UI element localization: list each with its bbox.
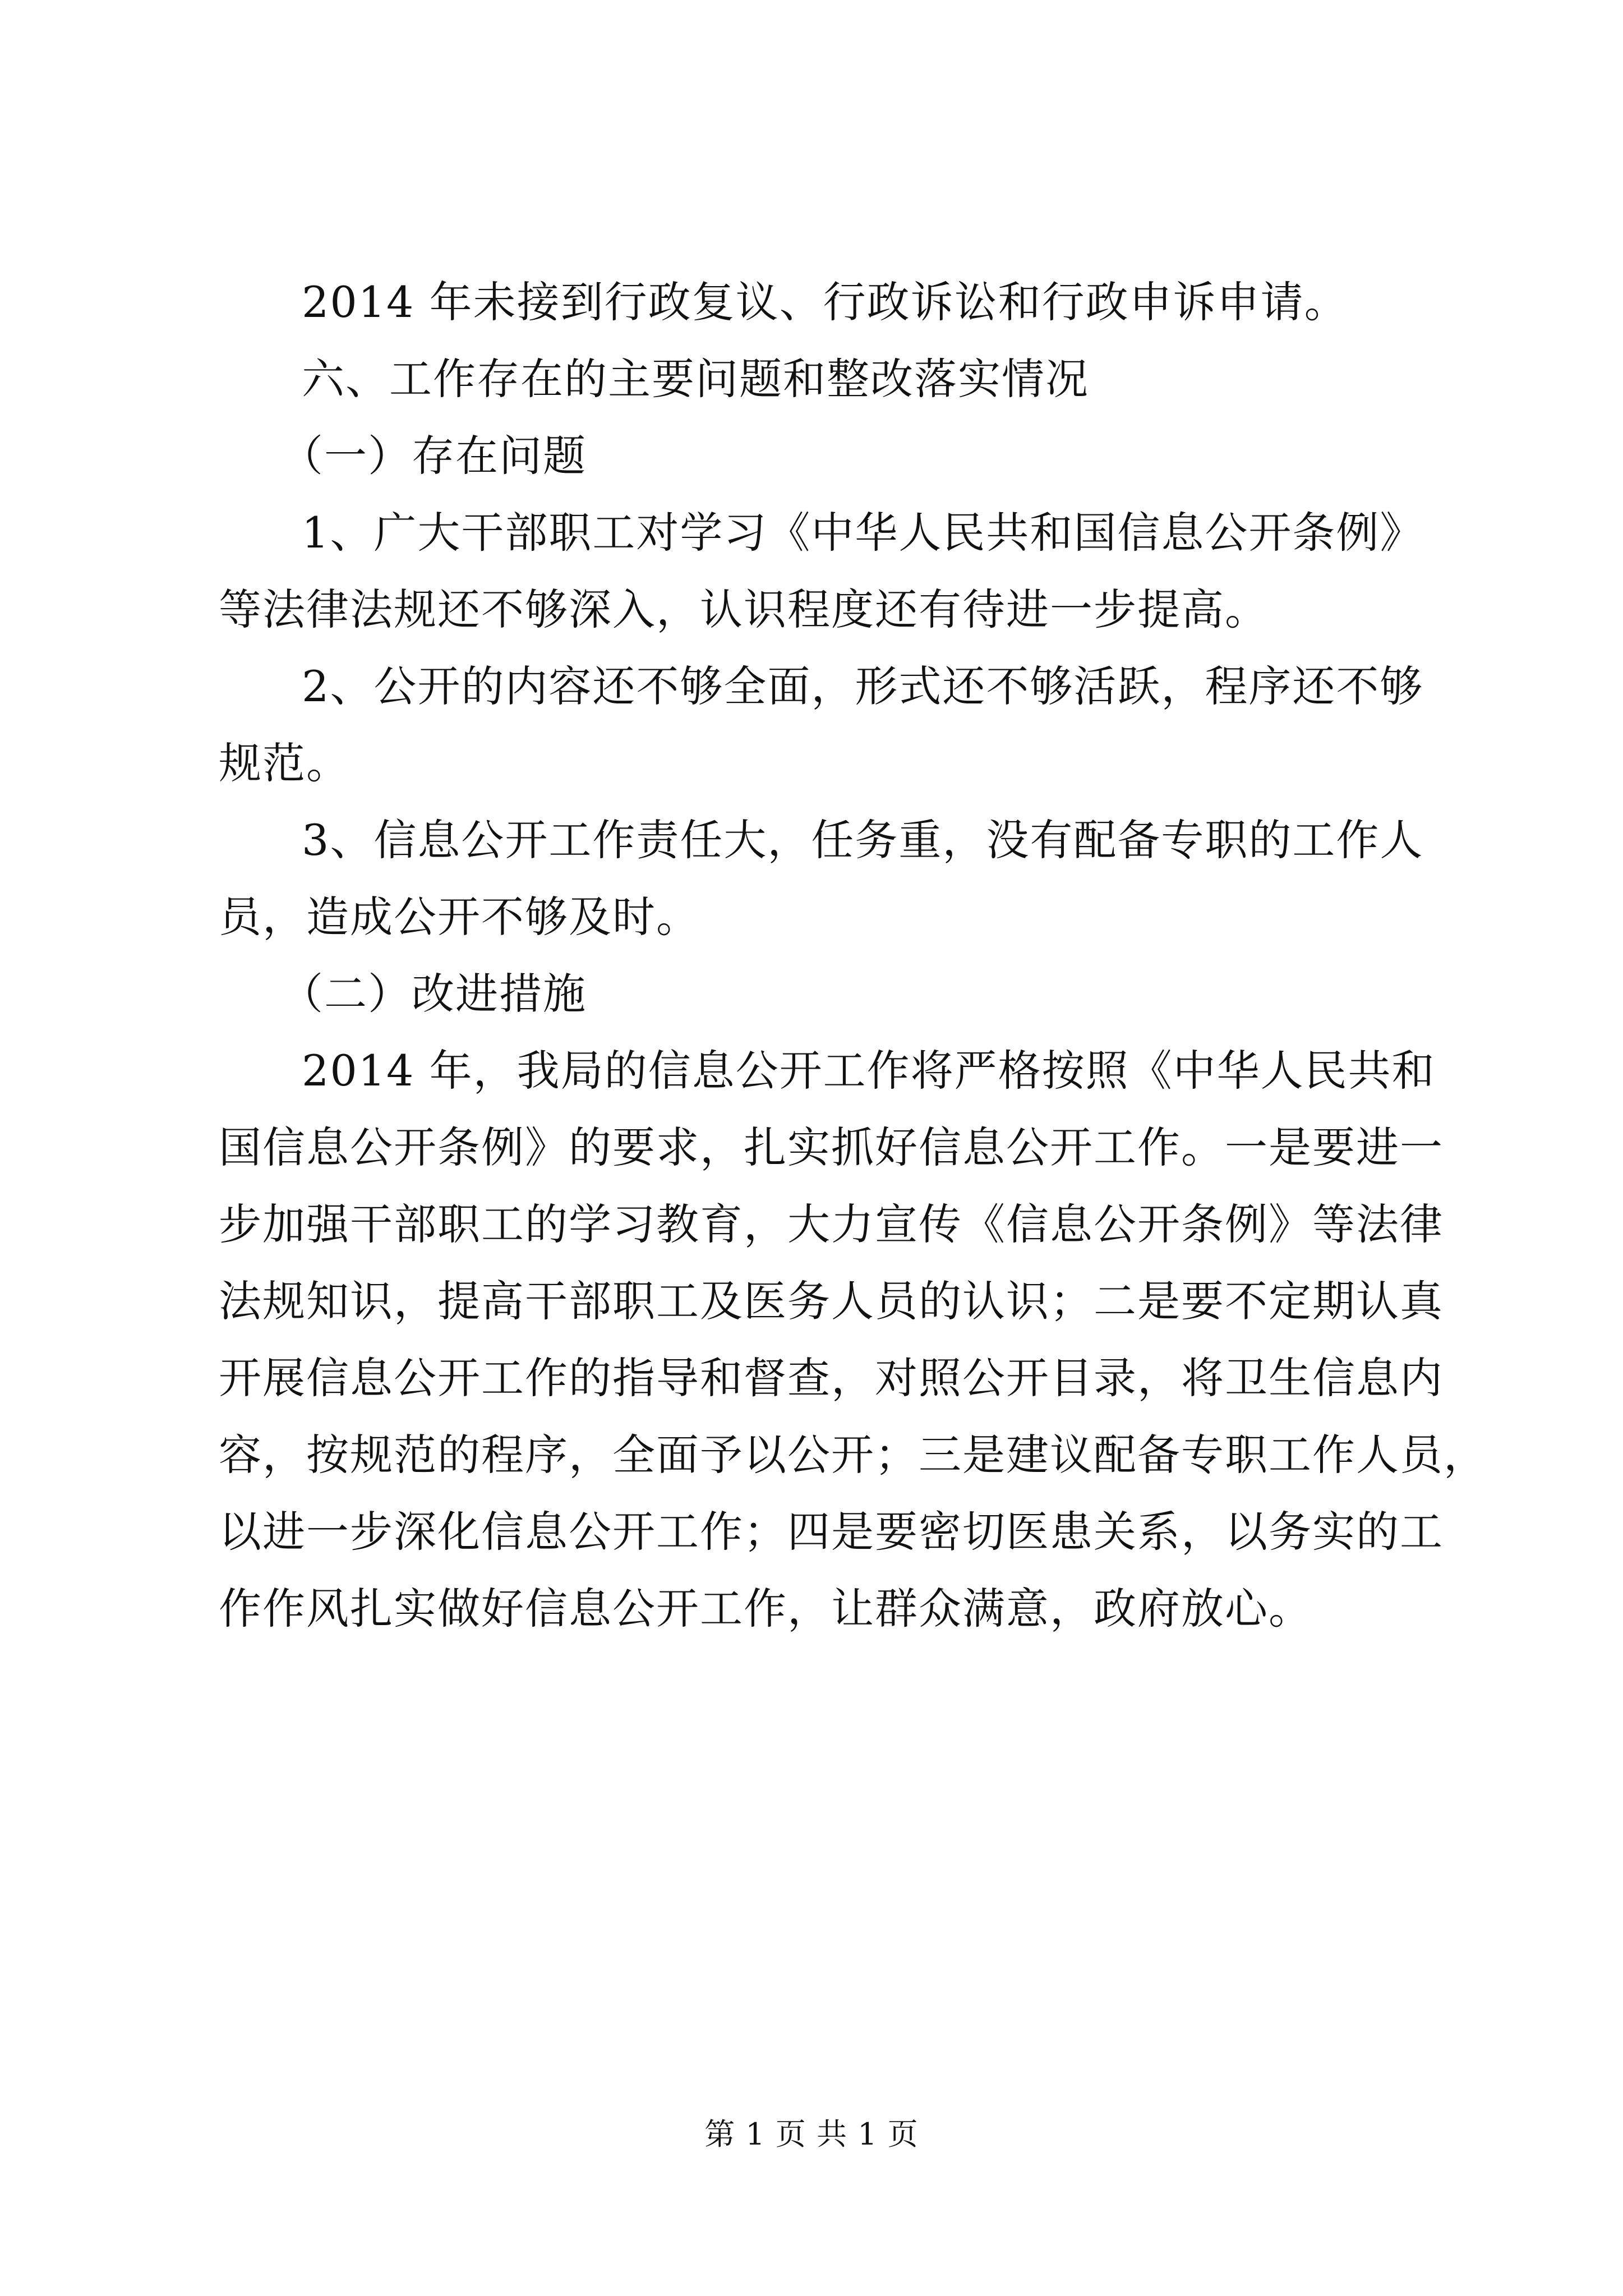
paragraph-line: 容，按规范的程序，全面予以公开；三是建议配备专职工作人员，	[219, 1430, 1487, 1480]
paragraph-line: 作作风扎实做好信息公开工作，让群众满意，政府放心。	[219, 1584, 1312, 1634]
subsection-heading: （二）改进措施	[280, 969, 587, 1019]
paragraph-line: 2014 年，我局的信息公开工作将严格按照《中华人民共和	[302, 1046, 1436, 1096]
paragraph-line: 1、广大干部职工对学习《中华人民共和国信息公开条例》	[302, 508, 1424, 558]
paragraph-line: 2014 年未接到行政复议、行政诉讼和行政申诉申请。	[302, 277, 1348, 327]
paragraph-line: 3、信息公开工作责任大，任务重，没有配备专职的工作人	[302, 815, 1424, 865]
paragraph-line: 以进一步深化信息公开工作；四是要密切医患关系，以务实的工	[219, 1507, 1444, 1557]
paragraph-line: 步加强干部职工的学习教育，大力宣传《信息公开条例》等法律	[219, 1199, 1444, 1249]
paragraph-line: 法规知识，提高干部职工及医务人员的认识；二是要不定期认真	[219, 1276, 1444, 1326]
paragraph-line: 国信息公开条例》的要求，扎实抓好信息公开工作。一是要进一	[219, 1122, 1444, 1172]
page-number-footer: 第 1 页 共 1 页	[704, 2116, 919, 2152]
section-heading: 六、工作存在的主要问题和整改落实情况	[302, 354, 1089, 404]
paragraph-line: 等法律法规还不够深入，认识程度还有待进一步提高。	[219, 585, 1269, 634]
paragraph-line: 开展信息公开工作的指导和督查，对照公开目录，将卫生信息内	[219, 1353, 1444, 1403]
paragraph-line: 2、公开的内容还不够全面，形式还不够活跃，程序还不够	[302, 661, 1424, 711]
paragraph-line: 规范。	[219, 738, 350, 788]
subsection-heading: （一）存在问题	[280, 431, 587, 481]
document-body	[219, 264, 1487, 1647]
paragraph-line: 员，造成公开不够及时。	[219, 892, 700, 942]
